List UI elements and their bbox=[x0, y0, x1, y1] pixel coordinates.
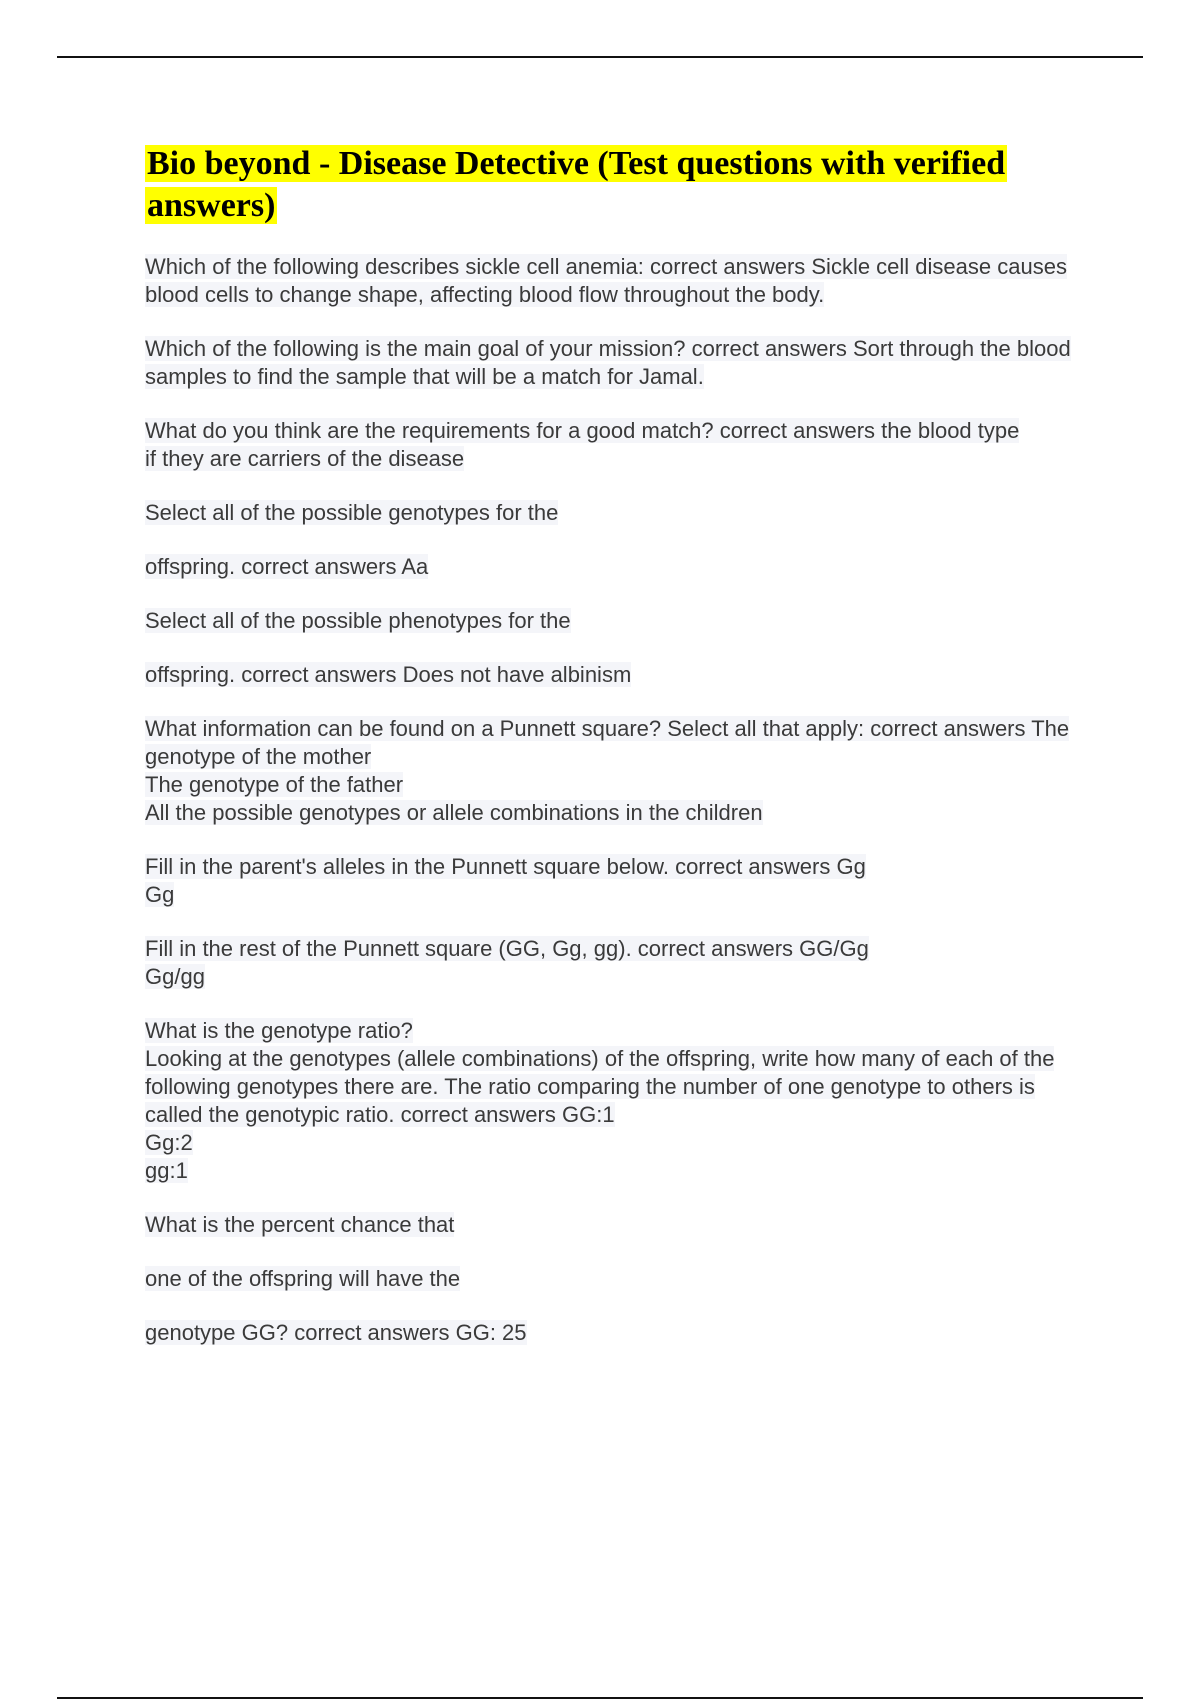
qa-text: What is the genotype ratio? bbox=[145, 1018, 413, 1043]
qa-text: What information can be found on a Punnett square? Select all that apply: correct answers The genotype of the mother bbox=[145, 716, 1070, 769]
qa-block-13 bbox=[145, 1265, 1090, 1293]
qa-block-14 bbox=[145, 1319, 1090, 1347]
qa-block-3 bbox=[145, 417, 1090, 473]
qa-block-10 bbox=[145, 935, 1090, 991]
qa-text: Fill in the rest of the Punnett square (GG, Gg, gg). correct answers GG/Gg bbox=[145, 936, 869, 961]
qa-text: genotype GG? correct answers GG: 25 bbox=[145, 1320, 527, 1345]
qa-text: Gg bbox=[145, 882, 175, 907]
qa-text: What is the percent chance that bbox=[145, 1212, 455, 1237]
qa-block-12 bbox=[145, 1211, 1090, 1239]
qa-text: Looking at the genotypes (allele combinations) of the offspring, write how many of each of the following genotypes there are. The ratio comparing the number of one genotype to others is called the genotypic ratio. correct answers GG:1 bbox=[145, 1046, 1055, 1127]
document-title-text: Bio beyond - Disease Detective (Test questions with verified answers) bbox=[147, 145, 1006, 224]
qa-text: Select all of the possible genotypes for the bbox=[145, 500, 559, 525]
qa-text: Which of the following describes sickle cell anemia: correct answers Sickle cell disease causes blood cells to change shape, affecting blood flow throughout the body. bbox=[145, 254, 1067, 307]
qa-text: Which of the following is the main goal of your mission? correct answers Sort through the blood samples to find the sample that will be a match for Jamal. bbox=[145, 336, 1071, 389]
qa-text: Select all of the possible phenotypes for the bbox=[145, 608, 571, 633]
qa-block-6 bbox=[145, 607, 1090, 635]
qa-block-1 bbox=[145, 253, 1090, 309]
qa-block-5 bbox=[145, 553, 1090, 581]
qa-text: The genotype of the father bbox=[145, 772, 404, 797]
qa-text: offspring. correct answers Aa bbox=[145, 554, 429, 579]
qa-text: What do you think are the requirements for a good match? correct answers the blood type bbox=[145, 418, 1020, 443]
qa-block-11 bbox=[145, 1017, 1090, 1185]
qa-text: Gg:2 bbox=[145, 1130, 193, 1155]
qa-text: Fill in the parent's alleles in the Punnett square below. correct answers Gg bbox=[145, 854, 866, 879]
qa-text: Gg/gg bbox=[145, 964, 205, 989]
qa-block-8 bbox=[145, 715, 1090, 827]
qa-block-7 bbox=[145, 661, 1090, 689]
qa-text: All the possible genotypes or allele combinations in the children bbox=[145, 800, 763, 825]
qa-text: if they are carriers of the disease bbox=[145, 446, 465, 471]
qa-text: one of the offspring will have the bbox=[145, 1266, 461, 1291]
qa-text: gg:1 bbox=[145, 1158, 188, 1183]
document-body bbox=[145, 143, 1090, 1373]
bottom-rule bbox=[57, 1697, 1143, 1699]
qa-block-4 bbox=[145, 499, 1090, 527]
document-title bbox=[145, 143, 1090, 227]
qa-block-9 bbox=[145, 853, 1090, 909]
qa-block-2 bbox=[145, 335, 1090, 391]
top-rule bbox=[57, 56, 1143, 58]
qa-text: offspring. correct answers Does not have albinism bbox=[145, 662, 632, 687]
